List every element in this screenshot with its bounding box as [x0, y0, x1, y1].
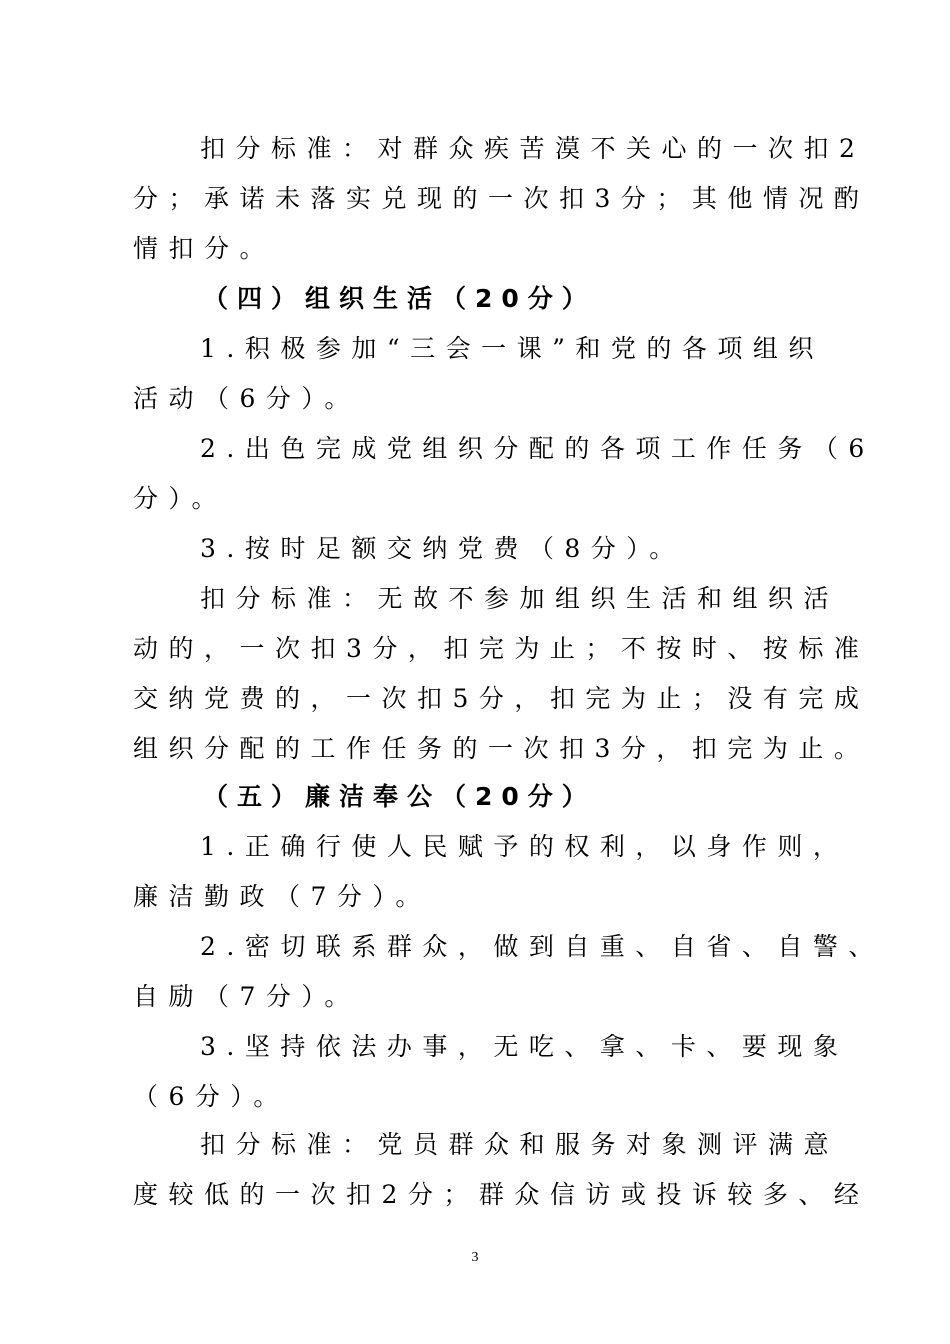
paragraph-line: 1.正确行使人民赋予的权利，以身作则，	[200, 832, 849, 861]
page-number: 3	[471, 1250, 479, 1265]
paragraph-line: 自励（7分）。	[133, 982, 360, 1011]
paragraph-line: 分）。	[133, 484, 228, 513]
paragraph-line: 廉洁勤政（7分）。	[133, 882, 431, 911]
section-heading: （五）廉洁奉公（20分）	[203, 782, 596, 811]
paragraph-line: 2.密切联系群众，做到自重、自省、自警、	[200, 932, 884, 961]
paragraph-line: 3.按时足额交纳党费（8分）。	[200, 534, 685, 563]
paragraph-line: 扣分标准：对群众疾苦漠不关心的一次扣2	[200, 134, 866, 163]
paragraph-line: 情扣分。	[133, 234, 276, 263]
paragraph-line: 3.坚持依法办事，无吃、拿、卡、要现象	[200, 1032, 849, 1061]
paragraph-line: 活动（6分）。	[133, 384, 360, 413]
paragraph-line: 1.积极参加“三会一课”和党的各项组织	[200, 334, 824, 363]
paragraph-line: 动的，一次扣3分，扣完为止；不按时、按标准	[133, 634, 870, 663]
paragraph-line: 分；承诺未落实兑现的一次扣3分；其他情况酌	[133, 184, 870, 213]
paragraph-line: 交纳党费的，一次扣5分，扣完为止；没有完成	[133, 684, 870, 713]
paragraph-line: 度较低的一次扣2分；群众信访或投诉较多、经	[133, 1180, 870, 1209]
paragraph-line: 2.出色完成党组织分配的各项工作任务（6	[200, 434, 875, 463]
paragraph-line: 扣分标准：无故不参加组织生活和组织活	[200, 584, 840, 613]
paragraph-line: 组织分配的工作任务的一次扣3分，扣完为止。	[133, 734, 870, 763]
paragraph-line: 扣分标准：党员群众和服务对象测评满意	[200, 1130, 840, 1159]
section-heading: （四）组织生活（20分）	[203, 284, 596, 313]
paragraph-line: （6分）。	[133, 1082, 289, 1111]
